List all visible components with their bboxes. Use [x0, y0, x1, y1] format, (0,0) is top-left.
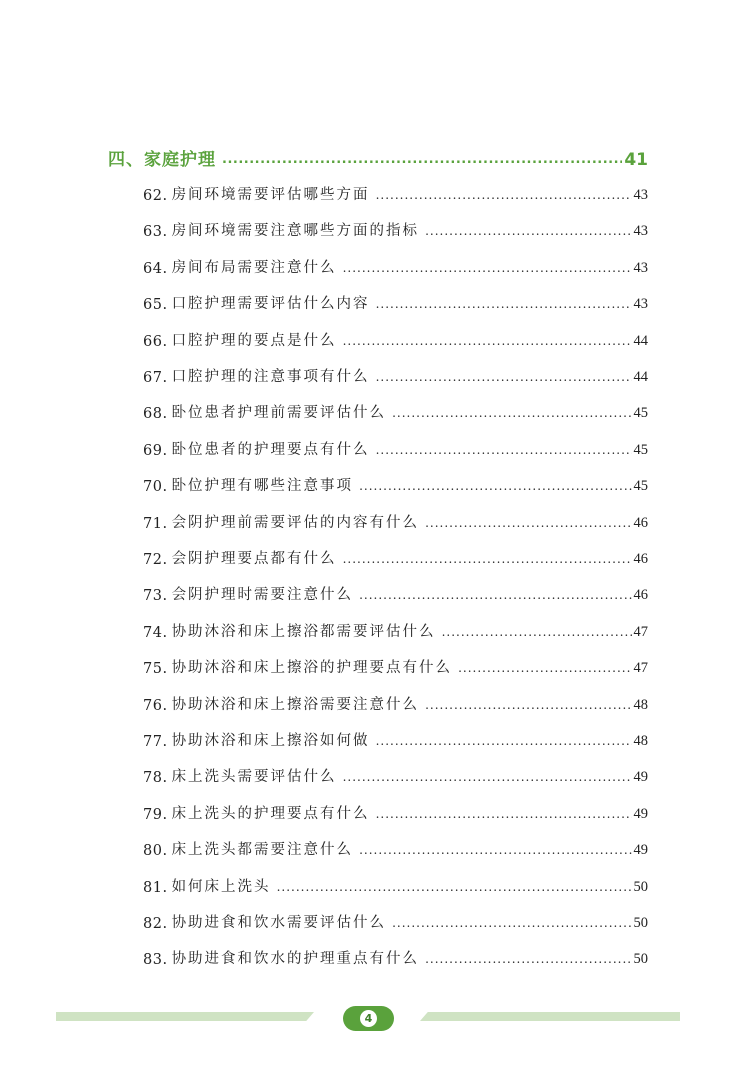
toc-entry[interactable]	[143, 251, 648, 277]
toc-entry[interactable]	[143, 469, 648, 495]
entry-page-number: 43	[633, 187, 648, 203]
entry-page-number: 50	[633, 878, 648, 895]
toc-entry[interactable]	[143, 214, 648, 240]
entry-title: 协助沐浴和床上擦浴都需要评估什么	[171, 623, 436, 640]
entry-page-number: 45	[633, 441, 648, 458]
entry-title: 口腔护理需要评估什么内容	[171, 296, 370, 313]
dot-leader	[425, 225, 631, 240]
entry-number: 68.	[143, 406, 168, 423]
entry-title: 床上洗头都需要注意什么	[171, 842, 354, 859]
entry-title: 协助沐浴和床上擦浴如何做	[171, 733, 370, 749]
entry-page-number: 43	[633, 296, 648, 313]
entry-page-number: 47	[633, 660, 648, 677]
entry-page-number: 49	[633, 769, 648, 786]
entry-number: 78.	[143, 770, 168, 787]
entry-page-number: 50	[633, 915, 648, 931]
dot-leader	[392, 407, 631, 422]
entry-number: 82.	[143, 916, 168, 932]
entry-page-number: 43	[633, 223, 648, 240]
entry-title: 床上洗头需要评估什么	[171, 769, 337, 786]
entry-page-number: 47	[633, 623, 648, 640]
dot-leader	[376, 371, 632, 386]
entry-title: 协助沐浴和床上擦浴的护理要点有什么	[171, 660, 453, 677]
toc-entry[interactable]	[143, 688, 648, 714]
dot-leader	[425, 517, 631, 532]
toc-entry[interactable]	[143, 506, 648, 532]
entry-number: 80.	[143, 843, 168, 860]
entry-page-number: 43	[633, 259, 648, 276]
dot-leader	[376, 808, 632, 823]
entry-number: 62.	[143, 188, 168, 204]
entry-title: 卧位护理有哪些注意事项	[171, 478, 354, 495]
entry-title: 口腔护理的要点是什么	[171, 332, 337, 349]
entry-number: 66.	[143, 333, 168, 350]
entry-number: 67.	[143, 370, 168, 386]
entry-title: 会阴护理要点都有什么	[171, 551, 337, 567]
toc-entry[interactable]	[143, 178, 648, 204]
entry-number: 71.	[143, 515, 168, 532]
dot-leader	[376, 298, 632, 313]
section-page-number: 41	[624, 150, 648, 170]
toc-entry[interactable]	[143, 360, 648, 386]
footer-bar-right	[420, 1012, 680, 1021]
toc-entry[interactable]	[143, 833, 648, 859]
toc-entry[interactable]	[143, 324, 648, 350]
entry-page-number: 44	[633, 369, 648, 385]
entry-number: 74.	[143, 624, 168, 641]
dot-leader	[343, 553, 632, 568]
dot-leader	[376, 735, 632, 750]
entry-title: 卧位患者的护理要点有什么	[171, 441, 370, 458]
entry-title: 房间布局需要注意什么	[171, 259, 337, 276]
dot-leader	[343, 262, 632, 277]
entry-number: 77.	[143, 734, 168, 750]
entry-page-number: 48	[633, 696, 648, 713]
toc-entry[interactable]	[143, 433, 648, 459]
toc-entry[interactable]	[143, 396, 648, 422]
toc-entry[interactable]	[143, 578, 648, 604]
toc-entry[interactable]	[143, 615, 648, 641]
entry-number: 81.	[143, 879, 168, 896]
toc-entry[interactable]	[143, 797, 648, 823]
entry-title: 协助进食和饮水需要评估什么	[171, 915, 387, 931]
entry-page-number: 49	[633, 805, 648, 822]
entry-number: 69.	[143, 442, 168, 459]
entry-title: 卧位患者护理前需要评估什么	[171, 405, 387, 422]
entry-title: 协助沐浴和床上擦浴需要注意什么	[171, 696, 420, 713]
dot-leader	[277, 881, 632, 896]
entry-number: 75.	[143, 661, 168, 678]
entry-page-number: 44	[633, 332, 648, 349]
dot-leader	[425, 953, 631, 968]
entry-number: 76.	[143, 697, 168, 714]
toc-section-heading[interactable]	[108, 142, 648, 170]
entry-title: 床上洗头的护理要点有什么	[171, 805, 370, 822]
toc-entry[interactable]	[143, 906, 648, 932]
dot-leader	[359, 589, 631, 604]
dot-leader	[222, 153, 622, 170]
entry-title: 协助进食和饮水的护理重点有什么	[171, 951, 420, 968]
entry-number: 64.	[143, 260, 168, 277]
dot-leader	[458, 662, 631, 677]
entry-page-number: 49	[633, 842, 648, 859]
dot-leader	[392, 917, 631, 932]
dot-leader	[359, 844, 631, 859]
entry-number: 70.	[143, 479, 168, 496]
entry-page-number: 46	[633, 587, 648, 604]
dot-leader	[343, 335, 632, 350]
toc-entry[interactable]	[143, 942, 648, 968]
page-number-badge	[343, 1006, 394, 1031]
entry-page-number: 45	[633, 405, 648, 422]
dot-leader	[359, 480, 631, 495]
footer-bar-left	[56, 1012, 314, 1021]
dot-leader	[376, 444, 632, 459]
section-title: 四、家庭护理	[108, 150, 216, 170]
toc-entry[interactable]	[143, 651, 648, 677]
page-number: 4	[360, 1010, 377, 1027]
entry-page-number: 46	[633, 551, 648, 567]
entry-page-number: 50	[633, 951, 648, 968]
entry-number: 63.	[143, 224, 168, 241]
dot-leader	[376, 189, 632, 204]
dot-leader	[442, 626, 632, 641]
entry-number: 73.	[143, 588, 168, 605]
entry-page-number: 45	[633, 478, 648, 495]
entry-title: 如何床上洗头	[171, 878, 271, 895]
dot-leader	[425, 699, 631, 714]
entry-number: 79.	[143, 806, 168, 823]
toc-entry[interactable]	[143, 724, 648, 750]
toc-entry[interactable]	[143, 870, 648, 896]
entry-page-number: 46	[633, 514, 648, 531]
entry-number: 83.	[143, 952, 168, 969]
toc-entry[interactable]	[143, 287, 648, 313]
entry-title: 会阴护理时需要注意什么	[171, 587, 354, 604]
entry-title: 口腔护理的注意事项有什么	[171, 369, 370, 385]
entry-page-number: 48	[633, 733, 648, 749]
entry-title: 房间环境需要评估哪些方面	[171, 187, 370, 203]
toc-entry[interactable]	[143, 542, 648, 568]
entry-title: 会阴护理前需要评估的内容有什么	[171, 514, 420, 531]
entry-title: 房间环境需要注意哪些方面的指标	[171, 223, 420, 240]
entry-number: 65.	[143, 297, 168, 314]
toc-entry[interactable]	[143, 760, 648, 786]
entry-number: 72.	[143, 552, 168, 568]
dot-leader	[343, 771, 632, 786]
